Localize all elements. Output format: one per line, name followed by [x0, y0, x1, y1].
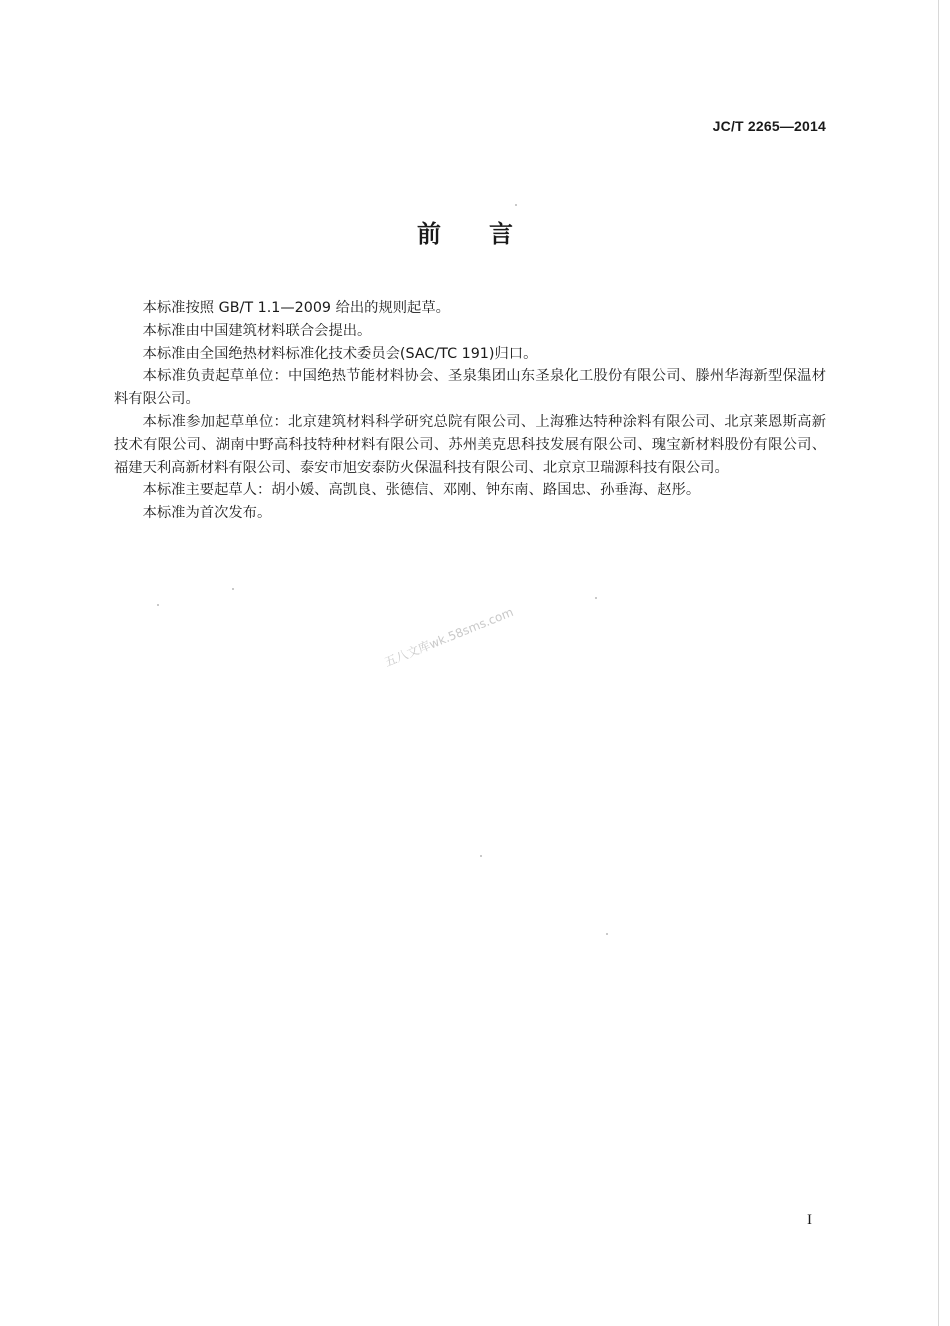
scan-speck [595, 597, 597, 599]
page-edge-line [938, 0, 939, 1326]
scan-speck [232, 588, 234, 590]
scan-speck [515, 204, 517, 206]
scan-speck [606, 933, 608, 935]
paragraph-first-release: 本标准为首次发布。 [142, 505, 272, 522]
standard-number: JC/T 2265—2014 [712, 118, 826, 134]
paragraph-proposer: 本标准由中国建筑材料联合会提出。 [142, 322, 372, 339]
paragraph-lead-drafters: 本标准负责起草单位：中国绝热节能材料协会、圣泉集团山东圣泉化工股份有限公司、滕州华海新型保温材料有限公司。 [114, 368, 826, 408]
scan-speck [480, 855, 482, 857]
paragraph-committee: 本标准由全国绝热材料标准化技术委员会(SAC/TC 191)归口。 [142, 345, 538, 362]
paragraph-drafting-rules: 本标准按照 GB/T 1.1—2009 给出的规则起草。 [142, 300, 450, 316]
paragraph-main-authors: 本标准主要起草人：胡小媛、高凯良、张德信、邓刚、钟东南、路国忠、孙垂海、赵彤。 [142, 482, 701, 499]
foreword-body [114, 297, 826, 525]
page-number: I [807, 1212, 812, 1228]
scan-speck [157, 604, 159, 606]
paragraph-participating-drafters: 本标准参加起草单位：北京建筑材料科学研究总院有限公司、上海雅达特种涂料有限公司、北京莱恩斯高新技术有限公司、湖南中野高科技特种材料有限公司、苏州美克思科技发展有限公司、瑰宝新材料股份有限公司、福建天利高新材料有限公司、泰安市旭安泰防火保温科技有限公司、北京京卫瑞源科技有限公司。 [114, 413, 826, 476]
watermark-text: 五八文库wk.58sms.com [382, 604, 516, 670]
page-title: 前言 [417, 220, 561, 248]
